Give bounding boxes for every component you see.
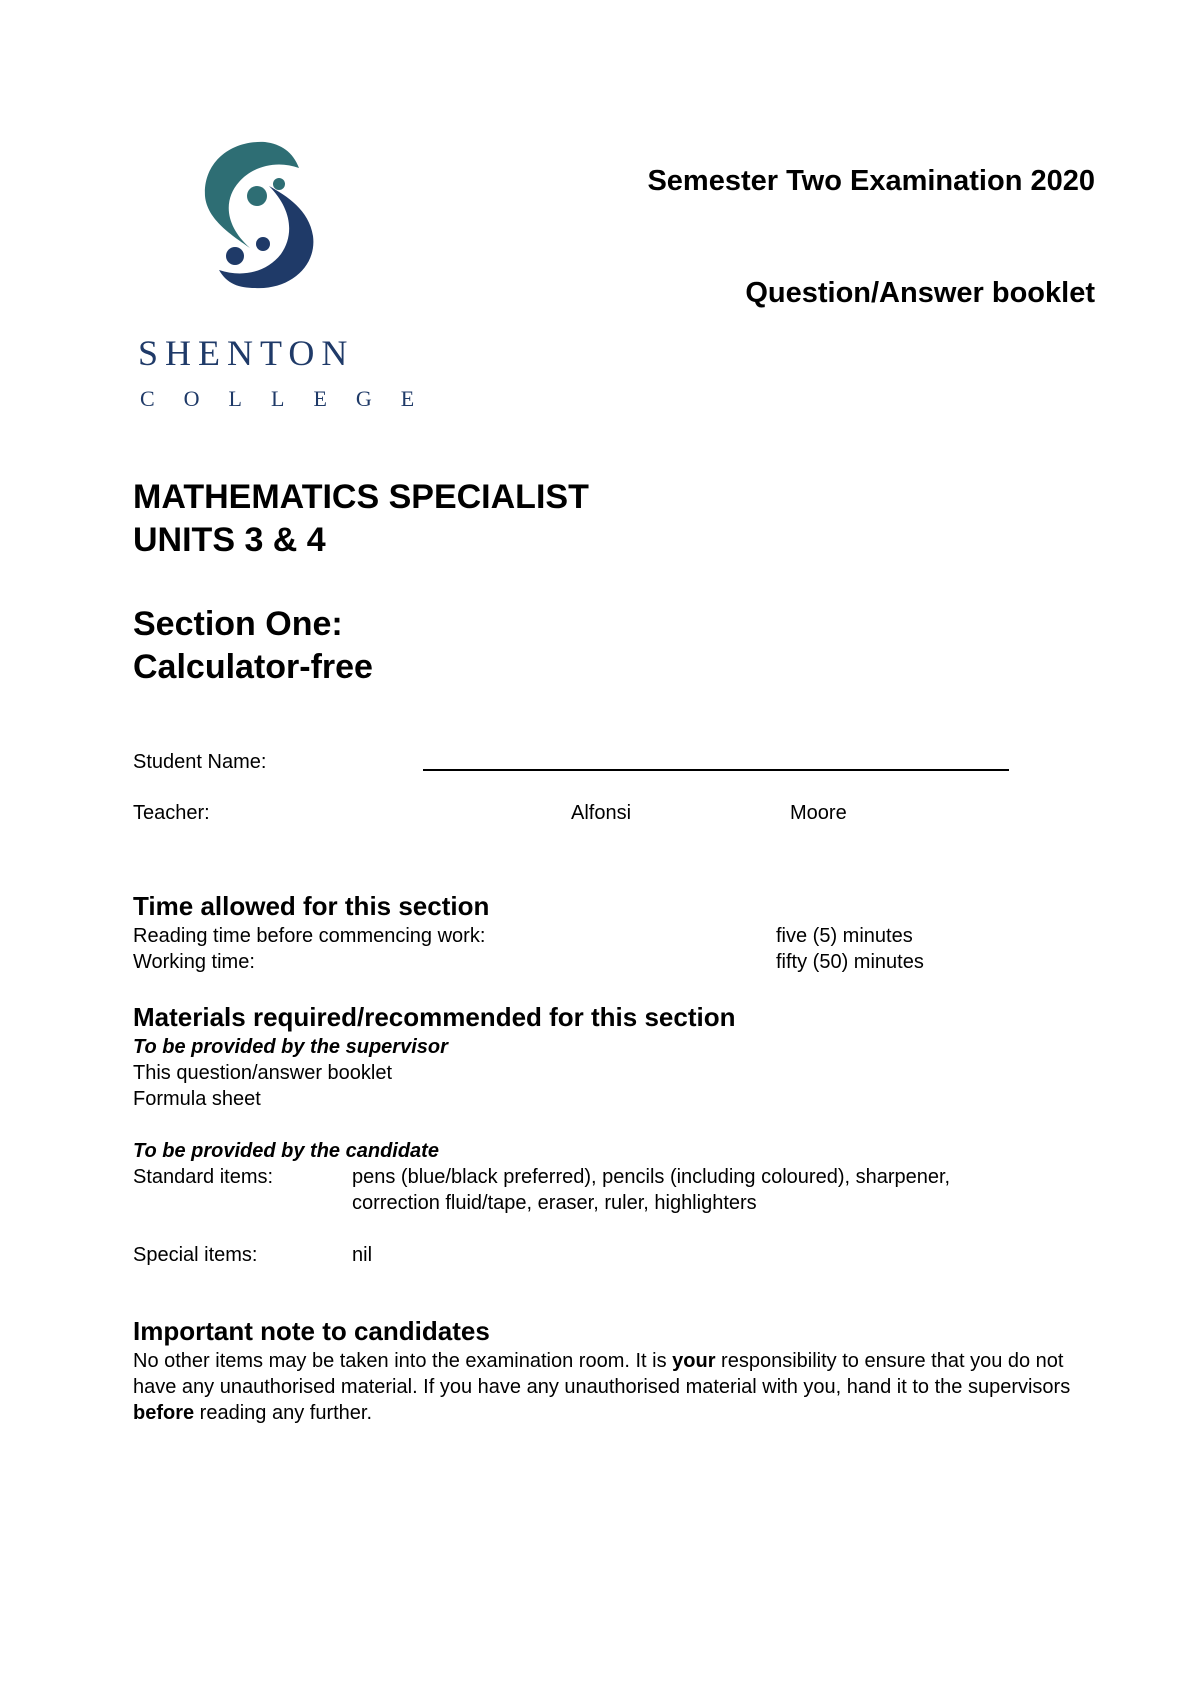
exam-title: Semester Two Examination 2020 [647, 165, 1095, 197]
time-row-label: Working time: [133, 951, 255, 973]
student-name-field[interactable] [423, 769, 1009, 771]
course-line-2: UNITS 3 & 4 [133, 521, 326, 559]
teacher-label: Teacher: [133, 802, 210, 824]
time-row [133, 923, 1033, 949]
time-row-label: Reading time before commencing work: [133, 925, 486, 947]
booklet-title: Question/Answer booklet [745, 277, 1095, 309]
school-logo-icon [195, 138, 325, 298]
note-paragraph [133, 1348, 1103, 1426]
supervisor-heading: To be provided by the supervisor [133, 1036, 448, 1058]
special-items-row [133, 1242, 1093, 1268]
note-emphasis-before: before [133, 1402, 195, 1424]
course-title [133, 476, 589, 562]
time-row [133, 949, 1033, 975]
standard-items-line-2: correction fluid/tape, eraser, ruler, highlighters [352, 1192, 757, 1214]
section-title [133, 603, 373, 689]
note-text: responsibility to ensure that you do not have any unauthorised material. If you have any unauthorised material with you, hand it to the supervisors [133, 1350, 1071, 1398]
section-line-1: Section One: [133, 605, 343, 643]
special-items-value: nil [352, 1244, 373, 1266]
section-line-2: Calculator-free [133, 648, 373, 686]
supervisor-item: Formula sheet [133, 1088, 261, 1110]
course-line-1: MATHEMATICS SPECIALIST [133, 478, 589, 516]
note-heading: Important note to candidates [133, 1316, 490, 1346]
candidate-heading: To be provided by the candidate [133, 1140, 439, 1162]
supervisor-item: This question/answer booklet [133, 1062, 393, 1084]
teacher-option-alfonsi[interactable]: Alfonsi [571, 802, 632, 824]
standard-items-value [352, 1164, 950, 1216]
time-row-value: five (5) minutes [776, 925, 913, 947]
note-text: No other items may be taken into the examination room. It is [133, 1350, 673, 1372]
teacher-option-moore[interactable]: Moore [790, 802, 847, 824]
time-table [133, 923, 1033, 975]
logo-name: SHENTON [138, 333, 355, 373]
logo-subtitle: COLLEGE [140, 386, 444, 411]
standard-items-label: Standard items: [133, 1166, 274, 1188]
note-text: reading any further. [194, 1402, 373, 1424]
special-items-label: Special items: [133, 1244, 258, 1266]
time-row-value: fifty (50) minutes [776, 951, 924, 973]
materials-block [133, 1034, 1093, 1268]
student-name-label: Student Name: [133, 751, 267, 773]
time-heading: Time allowed for this section [133, 891, 490, 921]
materials-heading: Materials required/recommended for this section [133, 1002, 736, 1032]
standard-items-row [133, 1164, 1093, 1216]
standard-items-line-1: pens (blue/black preferred), pencils (including coloured), sharpener, [352, 1166, 951, 1188]
note-emphasis-your: your [672, 1350, 716, 1372]
